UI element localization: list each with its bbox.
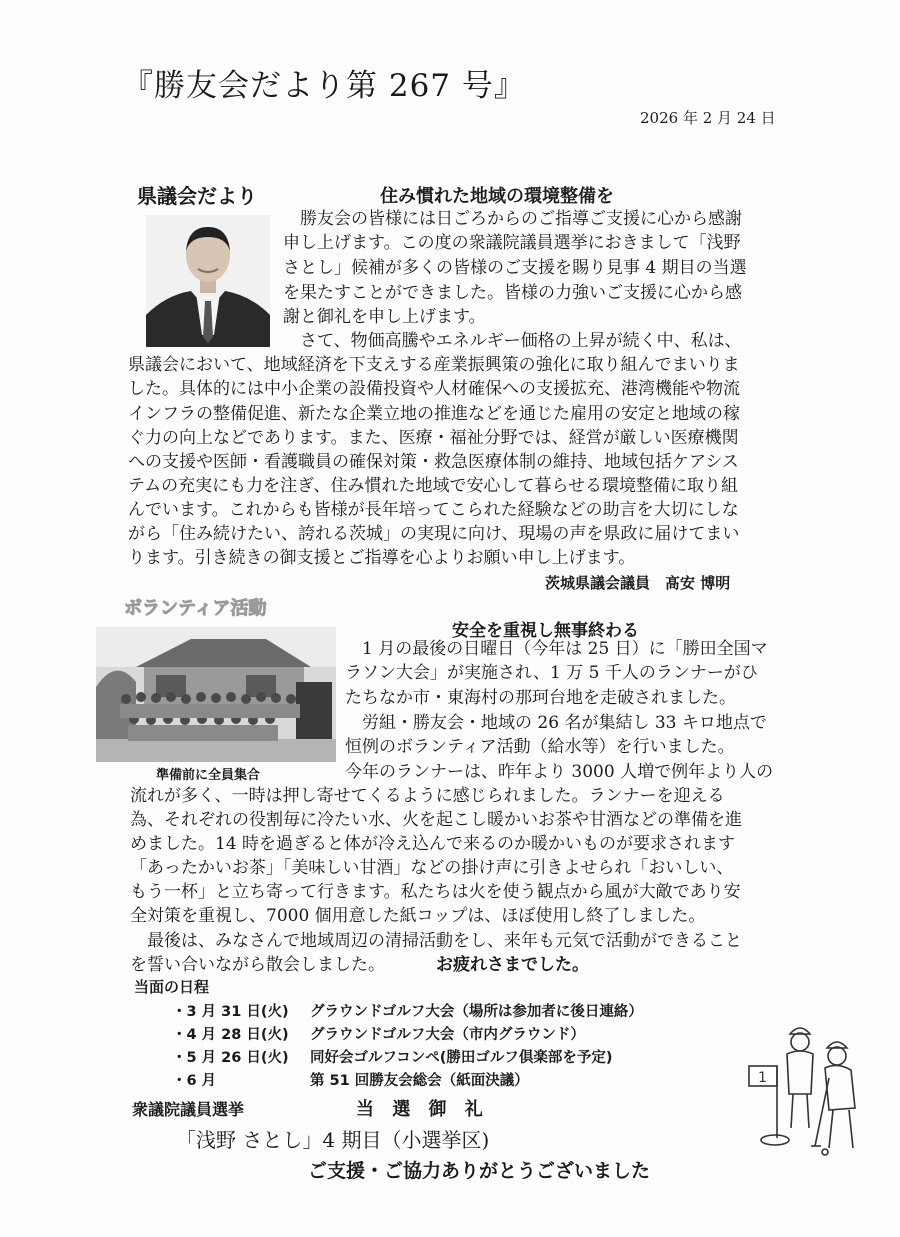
portrait-photo — [146, 215, 270, 347]
section1-text-line: への支援や医師・看護職員の確保対策・救急医療体制の維持、地域包括ケアシス — [128, 452, 739, 472]
schedule-date: ・6 月 — [172, 1073, 217, 1089]
section2-closing: お疲れさまでした。 — [436, 955, 589, 975]
section1-text-line: さて、物価高騰やエネルギー価格の上昇が続く中、私は、 — [283, 331, 742, 351]
section2-text-line: 全対策を重視し、7000 個用意した紙コップは、ほぼ使用し終了しました。 — [130, 906, 706, 926]
section2-heading: ボランティア活動 — [124, 598, 267, 619]
section2-text-line: 流れが多く、一時は押し寄せてくるように感じられました。ランナーを迎える — [130, 786, 725, 806]
ground-golf-illustration — [745, 1018, 875, 1168]
election-thanks: 当 選 御 礼 — [356, 1099, 489, 1120]
election-label: 衆議院議員選挙 — [132, 1100, 245, 1119]
section1-text-line: 申し上げます。この度の衆議院議員選挙におきまして「浅野 — [283, 233, 741, 253]
section1-text-line: がら「住み続けたい、誇れる茨城」の実現に向け、現場の声を県政に届けてまい — [128, 524, 740, 544]
schedule-item — [172, 1069, 529, 1090]
schedule-event: グラウンドゴルフ大会（場所は参加者に後日連絡） — [310, 1004, 643, 1020]
section2-text-line: 労組・勝友会・地域の 26 名が集結し 33 キロ地点で — [345, 713, 767, 733]
schedule-heading: 当面の日程 — [134, 978, 210, 996]
section2-text-line: めました。14 時を過ぎると体が冷え込んで来るのか暖かいものが要求されます — [130, 834, 736, 854]
schedule-item — [172, 1000, 643, 1021]
section1-text-line: さとし」候補が多くの皆様のご支援を賜り見事 4 期目の当選 — [283, 258, 747, 278]
election-candidate: 「浅野 さとし」4 期目（小選挙区) — [176, 1128, 490, 1152]
group-photo — [96, 627, 336, 762]
section2-text-line: たちなか市・東海村の那珂台地を走破されました。 — [345, 688, 736, 708]
section1-text-line: インフラの整備促進、新たな企業立地の推進などを通じた雇用の安定と地域の稼 — [128, 404, 740, 424]
section2-text-line: を誓い合いながら散会しました。 お疲れさまでした。 — [130, 955, 589, 975]
section2-text-line: 1 月の最後の日曜日（今年は 25 日）に「勝田全国マ — [345, 639, 768, 659]
section1-text-line: ぐ力の向上などであります。また、医療・福祉分野では、経営が厳しい医療機関 — [128, 428, 739, 448]
section1-text-line: ります。引き続きの御支援とご指導を心よりお願い申し上げます。 — [128, 548, 636, 568]
photo-caption: 準備前に全員集合 — [156, 768, 261, 783]
section2-text-line: 為、それぞれの役割毎に冷たい水、火を起こし暖かいお茶や甘酒などの準備を進 — [130, 810, 742, 830]
schedule-event: グラウンドゴルフ大会（市内グラウンド） — [310, 1027, 585, 1043]
section1-heading: 県議会だより — [137, 184, 257, 208]
section2-text-line: 今年のランナーは、昨年より 3000 人増で例年より人の — [345, 762, 774, 782]
section1-text-line: テムの充実にも力を注ぎ、住み慣れた地域で安心して暮らせる環境整備に取り組 — [128, 476, 738, 496]
section1-text-line: 謝と御礼を申し上げます。 — [283, 307, 486, 327]
section2-title: 安全を重視し無事終わる — [452, 621, 639, 641]
section2-text-line: 最後は、みなさんで地域周辺の清掃活動をし、来年も元気で活動ができること — [130, 931, 742, 951]
schedule-date: ・3 月 31 日(火) — [172, 1004, 289, 1020]
schedule-item — [172, 1046, 613, 1067]
signature: 茨城県議会議員 髙安 博明 — [545, 574, 731, 592]
schedule-event: 同好会ゴルフコンペ(勝田ゴルフ倶楽部を予定) — [310, 1050, 613, 1066]
schedule-item — [172, 1023, 585, 1044]
section2-text-line: もう一杯」と立ち寄って行きます。私たちは火を使う観点から風が大敵であり安 — [130, 882, 741, 902]
section1-text-line: 県議会において、地域経済を下支えする産業振興策の強化に取り組んでまいりま — [128, 355, 740, 375]
section2-text-line: 「あったかいお茶」「美味しい甘酒」などの掛け声に引きよせられ「おいしい、 — [130, 858, 734, 878]
section1-text-line: した。具体的には中小企業の設備投資や人材確保への支援拡充、港湾機能や物流 — [128, 379, 740, 399]
flag-number: 1 — [758, 1070, 767, 1086]
section1-title: 住み慣れた地域の環境整備を — [380, 186, 614, 207]
section2-text-line: 恒例のボランティア活動（給水等）を行いました。 — [345, 737, 735, 757]
issue-date: 2026 年 2 月 24 日 — [640, 109, 776, 127]
schedule-date: ・4 月 28 日(火) — [172, 1027, 289, 1043]
schedule-date: ・5 月 26 日(火) — [172, 1050, 289, 1066]
schedule-event: 第 51 回勝友会総会（紙面決議） — [310, 1073, 529, 1089]
section1-text-line: を果たすことができました。皆様の力強いご支援に心から感 — [283, 283, 742, 303]
newsletter-title: 『勝友会だより第 267 号』 — [122, 68, 526, 104]
section2-text-line: ラソン大会」が実施され、1 万 5 千人のランナーがひ — [345, 663, 758, 683]
election-support-thanks: ご支援・ご協力ありがとうございました — [308, 1160, 651, 1182]
section1-text-line: んでいます。これからも皆様が長年培ってこられた経験などの助言を大切にしな — [128, 500, 739, 520]
section1-text-line: 勝友会の皆様には日ごろからのご指導ご支援に心から感謝 — [283, 209, 742, 229]
